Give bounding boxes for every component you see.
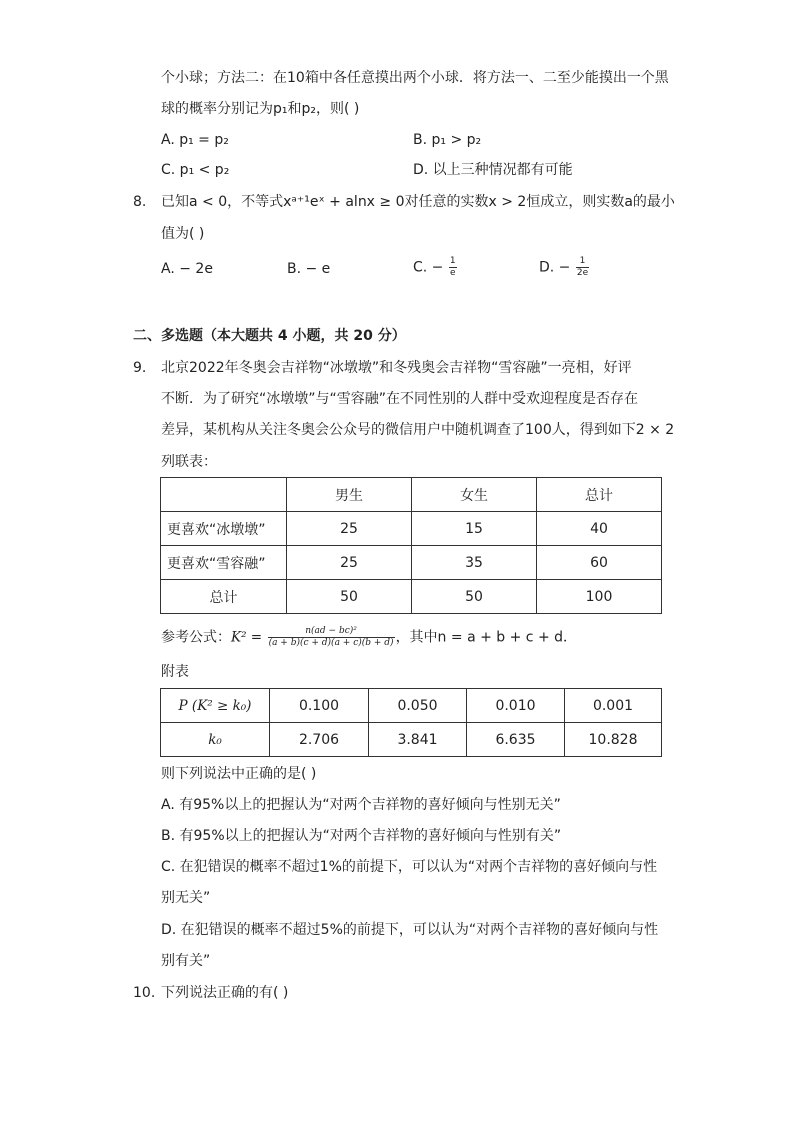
contingency-table [160,477,662,614]
table-cell: 100 [537,580,662,614]
table-header-female: 女生 [412,478,537,512]
q9-number: 9. [133,360,147,376]
table-row-label: 总计 [161,580,287,614]
table-cell: 0.050 [369,689,467,723]
q8-number: 8. [133,194,147,210]
q9-option-c-line1: C. 在犯错误的概率不超过1%的前提下，可以认为“对两个吉祥物的喜好倾向与性 [161,859,658,875]
table-cell: 6.635 [467,723,565,757]
q7-option-a: A. p₁ = p₂ [161,132,229,148]
table-row [161,512,662,546]
q9-option-d-line1: D. 在犯错误的概率不超过5%的前提下，可以认为“对两个吉祥物的喜好倾向与性 [161,922,659,938]
table-cell: 15 [412,512,537,546]
table-row [161,580,662,614]
table-cell: 50 [287,580,412,614]
q9-line2: 不断．为了研究“冰墩墩”与“雪容融”在不同性别的人群中受欢迎程度是否存在 [161,391,639,407]
q8-option-c [413,256,458,279]
q8-option-a: A. − 2e [161,261,213,277]
q8-option-c-fraction [449,256,457,279]
q7-line1: 个小球；方法二：在10箱中各任意摸出两个小球．将方法一、二至少能摸出一个黑 [161,70,669,86]
q9-option-a: A. 有95%以上的把握认为“对两个吉祥物的喜好倾向与性别无关” [161,797,561,813]
table-cell: 10.828 [565,723,662,757]
q9-option-c-line2: 别无关” [161,890,211,906]
formula-denominator: (a + b)(c + d)(a + c)(b + d) [268,638,394,648]
table-cell: 0.001 [565,689,662,723]
q8-option-d-num: 1 [576,256,589,268]
table-row [161,689,662,723]
table-cell: 0.100 [270,689,369,723]
formula-lhs: K² = [231,629,263,646]
table-cell: 50 [412,580,537,614]
table-cell [161,478,287,512]
q7-line2: 球的概率分别记为p₁和p₂，则( ) [161,101,360,117]
q9-option-d-line2: 别有关” [161,953,211,969]
q10-number: 10. [133,985,156,1001]
table-cell: 0.010 [467,689,565,723]
q8-option-d [539,256,590,279]
formula-label: 参考公式： [161,629,231,646]
reference-formula [161,626,577,649]
table-header-total: 总计 [537,478,662,512]
q7-option-c: C. p₁ < p₂ [161,162,230,178]
q8-option-b: B. − e [287,261,331,277]
q9-line1: 北京2022年冬奥会吉祥物“冰墩墩”和冬残奥会吉祥物“雪容融”一亮相，好评 [161,360,632,376]
appendix-label: 附表 [161,664,189,680]
table-row [161,723,662,757]
table-cell: 35 [412,546,537,580]
table-row [161,546,662,580]
q10-text: 下列说法正确的有( ) [161,985,289,1001]
q9-line3: 差异，某机构从关注冬奥会公众号的微信用户中随机调查了100人，得到如下2 × 2 [161,422,675,438]
table-cell: 25 [287,546,412,580]
table-cell: 25 [287,512,412,546]
table-row-label: 更喜欢“雪容融” [161,546,287,580]
q8-option-d-fraction [576,256,589,279]
q8-option-c-num: 1 [449,256,456,266]
table-row-label: 更喜欢“冰墩墩” [161,512,287,546]
q8-option-d-den: 2e [576,268,589,278]
table-header-row [161,478,662,512]
critical-value-table [160,688,662,757]
table-cell: 2.706 [270,723,369,757]
table-cell: 3.841 [369,723,467,757]
table-header-male: 男生 [287,478,412,512]
table-cell: 60 [537,546,662,580]
q8-line2: 值为( ) [161,226,205,242]
q8-line1: 已知a < 0，不等式xᵃ⁺¹eˣ + alnx ≥ 0对任意的实数x > 2恒成立，则实数a的最小 [161,194,675,210]
section-heading: 二、多选题（本大题共 4 小题，共 20 分） [133,328,406,344]
q8-option-d-prefix: D. − [539,259,571,276]
q9-line4: 列联表： [161,454,217,470]
formula-numerator: n(ad − bc)² [268,626,395,638]
q8-option-c-den: e [449,268,456,278]
q9-option-b: B. 有95%以上的把握认为“对两个吉祥物的喜好倾向与性别有关” [161,828,562,844]
table-row-label: P (K² ≥ k₀) [161,689,270,723]
formula-tail: ，其中n = a + b + c + d． [395,629,578,646]
formula-fraction [268,626,395,649]
q7-option-b: B. p₁ > p₂ [413,132,482,148]
q7-option-d: D. 以上三种情况都有可能 [413,162,573,178]
q9-question: 则下列说法中正确的是( ) [161,766,317,782]
table-cell: 40 [537,512,662,546]
q8-option-c-prefix: C. − [413,259,444,276]
table-row-label: k₀ [161,723,270,757]
